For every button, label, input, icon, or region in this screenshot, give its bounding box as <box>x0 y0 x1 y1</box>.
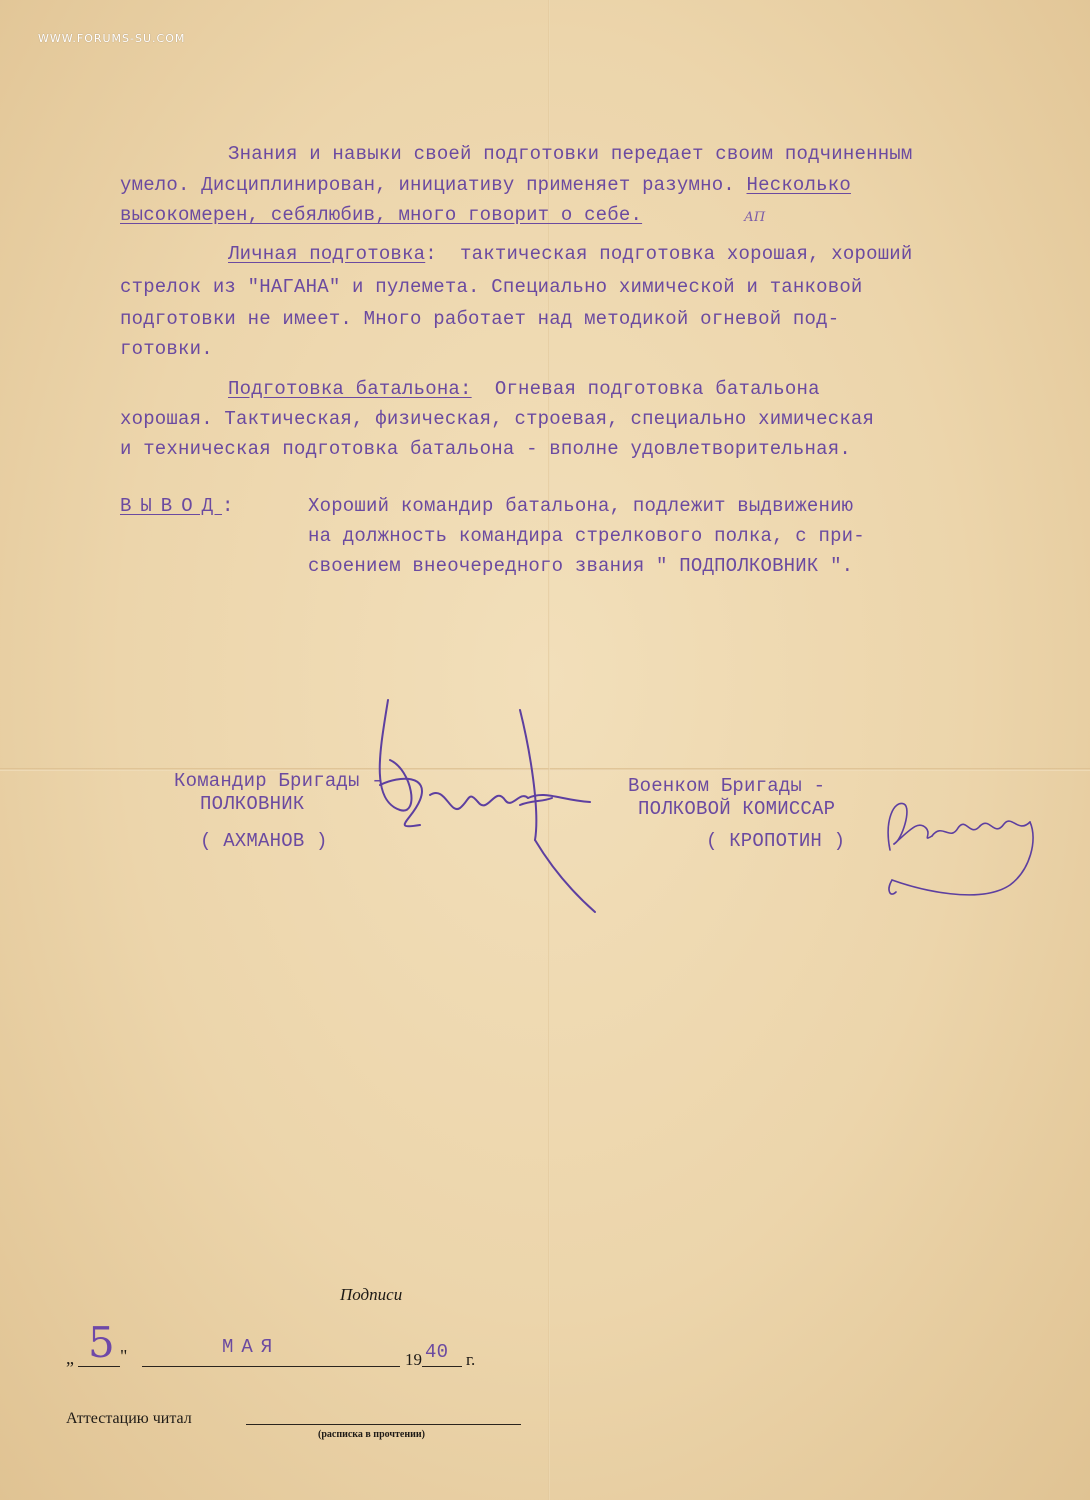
month-underline <box>142 1366 400 1367</box>
date-year-suffix: 40 <box>425 1341 449 1363</box>
p3-line2: хорошая. Тактическая, физическая, строевая, специально химическая <box>120 408 875 430</box>
left-signer-title: Командир Бригады - <box>174 770 383 792</box>
handwritten-signature-right <box>860 780 1050 920</box>
p3-line3: и техническая подготовка батальона - вполне удовлетворительная. <box>120 438 851 460</box>
day-underline <box>78 1366 120 1367</box>
conclusion-colon: : <box>222 495 234 517</box>
right-signer-title: Военком Бригады - <box>628 775 826 797</box>
right-signer-rank: ПОЛКОВОЙ КОМИССАР <box>638 798 836 820</box>
conclusion-line1: Хороший командир батальона, подлежит выдвижению <box>308 495 854 517</box>
right-signer-name: ( КРОПОТИН ) <box>706 830 846 852</box>
year-underline <box>422 1366 462 1367</box>
p2-line3: подготовки не имеет. Много работает над методикой огневой под- <box>120 308 840 330</box>
handwritten-signature-left <box>360 690 610 920</box>
p3-heading: Подготовка батальона: <box>228 378 472 400</box>
date-quote-open: „ <box>66 1348 74 1368</box>
p2-heading: Личная подготовка <box>228 243 426 265</box>
p2-line1 <box>228 243 913 265</box>
p1-line2-text: умело. Дисциплинирован, инициативу применяет разумно. <box>120 174 735 196</box>
left-signer-rank: ПОЛКОВНИК <box>200 793 305 815</box>
signatures-label: Подписи <box>340 1285 403 1304</box>
margin-initials: АП <box>744 210 766 225</box>
p1-line2-underlined: Несколько <box>746 174 851 196</box>
conclusion-label-line <box>120 495 234 517</box>
p3-line1 <box>228 378 820 400</box>
date-year-prefix: 19 <box>405 1350 422 1369</box>
date-day: 5 <box>88 1318 115 1367</box>
left-signer-name: ( АХМАНОВ ) <box>200 830 328 852</box>
watermark: WWW.FORUMS-SU.COM <box>38 32 186 45</box>
p1-line2 <box>120 174 851 196</box>
date-year-unit: г. <box>466 1350 476 1369</box>
p2-line2: стрелок из "НАГАНА" и пулемета. Специально химической и танковой <box>120 276 863 298</box>
p2-line4: готовки. <box>120 338 213 360</box>
p3-line1-text: Огневая подготовка батальона <box>471 378 820 400</box>
date-quote-close: " <box>120 1346 128 1366</box>
conclusion-label: ВЫВОД <box>120 495 223 517</box>
read-label: Аттестацию читал <box>66 1410 192 1427</box>
p2-line1-text: : тактическая подготовка хорошая, хороший <box>425 243 913 265</box>
conclusion-line2: на должность командира стрелкового полка, с при- <box>308 525 865 547</box>
read-signature-line <box>246 1424 521 1425</box>
read-caption: (расписка в прочтении) <box>318 1429 425 1440</box>
date-month: МАЯ <box>222 1336 281 1358</box>
conclusion-line3: своением внеочередного звания " ПОДПОЛКОВНИК ". <box>308 555 854 577</box>
p1-line1: Знания и навыки своей подготовки передает своим подчиненным <box>228 143 913 165</box>
p1-line3: высокомерен, себялюбив, много говорит о себе. <box>120 204 643 226</box>
